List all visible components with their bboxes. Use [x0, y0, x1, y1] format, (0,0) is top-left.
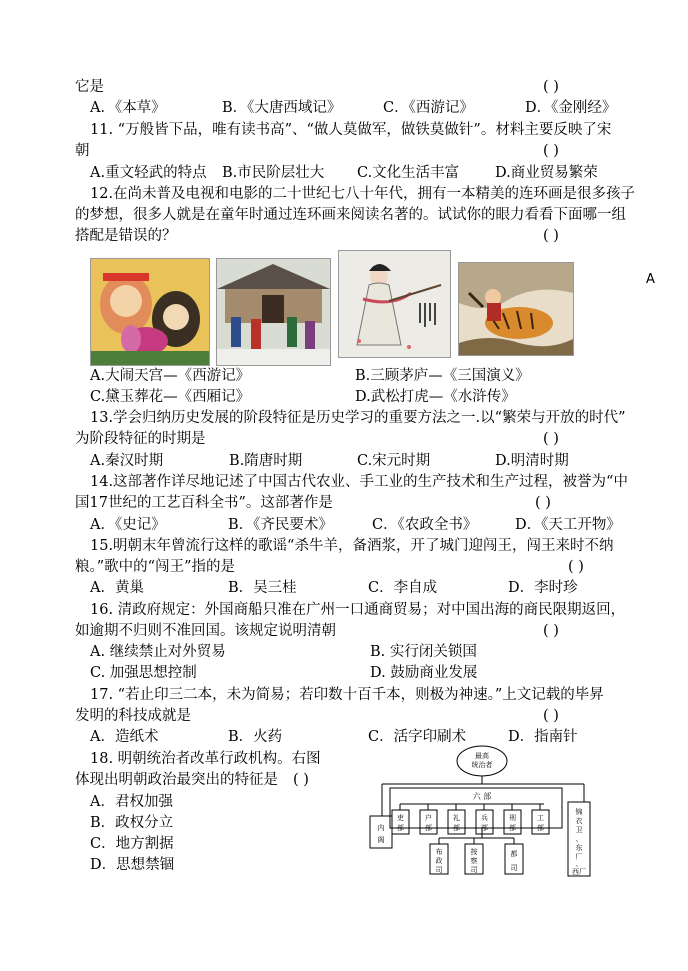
q16-stem-line1: 16. 清政府规定：外国商船只准在广州一口通商贸易；对中国出海的商民限期返回， — [90, 602, 626, 618]
chart-jyw-4: 、 — [575, 835, 583, 843]
chart-bzs-2: 政 — [435, 857, 443, 865]
chart-bzs-3: 司 — [435, 866, 443, 874]
chart-min-1a: 户 — [425, 814, 432, 822]
chart-acs-2: 察 — [470, 857, 478, 865]
q12-answer-paren: ( ) — [543, 228, 559, 244]
q18-stem-line1: 18. 明朝统治者改革行政机构。右图 — [90, 751, 321, 767]
q10-option-d: D．《金刚经》 — [525, 100, 617, 116]
daiyu-flowers-image — [338, 250, 451, 358]
chart-ds-1: 都 — [510, 850, 518, 858]
q11-option-b: B.市民阶层壮大 — [222, 165, 325, 181]
q12-option-a: A.大闹天宫—《西游记》 — [90, 368, 251, 384]
q16-option-a: A. 继续禁止对外贸易 — [90, 644, 226, 660]
chart-bzs-1: 布 — [435, 848, 443, 856]
chart-min-0a: 吏 — [397, 814, 404, 822]
chart-jyw-7: 、 — [575, 860, 583, 868]
q10-option-b: B．《大唐西域记》 — [222, 100, 342, 116]
q18-option-a: A．君权加强 — [90, 794, 173, 810]
q13-option-d: D.明清时期 — [495, 453, 569, 469]
chart-min-5a: 工 — [537, 814, 544, 822]
q16-answer-paren: ( ) — [543, 623, 559, 639]
three-visits-image — [216, 258, 331, 366]
q11-option-a: A.重文轻武的特点 — [90, 165, 207, 181]
q13-stem-line2: 为阶段特征的时期是 — [75, 431, 206, 447]
q10-answer-paren: ( ) — [543, 79, 559, 95]
chart-top-line2: 统治者 — [471, 761, 493, 769]
chart-jyw-6: 厂 — [575, 853, 583, 861]
q11-answer-paren: ( ) — [543, 143, 559, 159]
q14-stem-line2: 国17世纪的工艺百科全书”。这部著作是 — [75, 495, 333, 511]
q12-option-d: D.武松打虎—《水浒传》 — [355, 389, 516, 405]
q13-option-a: A.秦汉时期 — [90, 453, 164, 469]
q17-option-b: B．火药 — [228, 729, 283, 745]
q12-stem-line2: 的梦想，很多人就是在童年时通过连环画来阅读名著的。试试你的眼力看看下面哪一组 — [75, 207, 626, 223]
chart-six-label: 六 部 — [472, 792, 492, 801]
q15-option-c: C．李自成 — [368, 580, 438, 596]
chart-min-3a: 兵 — [481, 814, 488, 822]
q14-option-b: B．《齐民要术》 — [228, 517, 333, 533]
q18-option-b: B．政权分立 — [90, 815, 174, 831]
chart-min-5b: 部 — [537, 824, 544, 832]
q16-option-b: B. 实行闭关锁国 — [370, 644, 477, 660]
q14-answer-paren: ( ) — [535, 495, 551, 511]
q17-option-d: D．指南针 — [508, 729, 578, 745]
q10-option-a: A．《本草》 — [90, 100, 166, 116]
q14-option-c: C．《农政全书》 — [372, 517, 478, 533]
q17-stem-line2: 发明的科技成就是 — [75, 708, 191, 724]
q11-option-d: D.商业贸易繁荣 — [495, 165, 598, 181]
q17-stem-line1: 17. “若止印三二本，未为简易；若印数十百千本，则极为神速。”上文记载的毕昇 — [90, 687, 604, 703]
q18-option-c: C．地方割据 — [90, 836, 174, 852]
q15-stem-line1: 15.明朝末年曾流行这样的歌谣“杀牛羊，备酒浆，开了城门迎闯王，闯王来时不纳 — [90, 538, 614, 554]
q13-answer-paren: ( ) — [543, 431, 559, 447]
chart-neige-b: 阁 — [377, 836, 385, 844]
q13-option-c: C.宋元时期 — [357, 453, 431, 469]
q17-option-a: A．造纸术 — [90, 729, 159, 745]
q16-option-d: D. 鼓励商业发展 — [370, 665, 478, 681]
chart-jyw-5: 东 — [575, 844, 583, 852]
q14-option-a: A．《史记》 — [90, 517, 166, 533]
q15-option-a: A．黄巢 — [90, 580, 144, 596]
q15-stem-line2: 粮。”歌中的“闯王”指的是 — [75, 559, 235, 575]
q10-stem-tail: 它是 — [75, 79, 104, 95]
q16-stem-line2: 如逾期不归则不准回国。该规定说明清朝 — [75, 623, 336, 639]
q15-option-d: D．李时珍 — [508, 580, 578, 596]
chart-ds-2: 司 — [510, 864, 518, 872]
q11-option-c: C.文化生活丰富 — [357, 165, 460, 181]
q18-answer-paren: ( ) — [293, 772, 309, 788]
chart-jyw-8: 西厂 — [572, 868, 586, 876]
chart-jyw-1: 锦 — [575, 808, 583, 816]
q13-stem-line1: 13.学会归纳历史发展的阶段特征是历史学习的重要方法之一.以“繁荣与开放的时代” — [90, 410, 626, 426]
chart-min-2b: 部 — [453, 824, 460, 832]
q14-option-d: D．《天工开物》 — [515, 517, 621, 533]
chart-jyw-2: 衣 — [575, 817, 583, 825]
q18-option-d: D．思想禁锢 — [90, 857, 175, 873]
chart-min-2a: 礼 — [453, 814, 460, 822]
chart-acs-1: 按 — [470, 848, 478, 856]
q12-stem-line3: 搭配是错误的？ — [75, 228, 177, 244]
q13-option-b: B.隋唐时期 — [229, 453, 303, 469]
chart-top-line1: 最高 — [475, 752, 489, 760]
q12-option-c: C.黛玉葬花—《西厢记》 — [90, 389, 251, 405]
q17-option-c: C．活字印刷术 — [368, 729, 467, 745]
q10-option-c: C．《西游记》 — [383, 100, 474, 116]
q15-option-b: B．吴三桂 — [228, 580, 297, 596]
q12-stem-line1: 12.在尚未普及电视和电影的二十世纪七八十年代，拥有一本精美的连环画是很多孩子 — [90, 186, 636, 202]
chart-min-4b: 部 — [509, 824, 516, 832]
chart-min-4a: 刑 — [509, 814, 516, 822]
chart-acs-3: 司 — [470, 866, 478, 874]
q11-stem-line2: 朝 — [75, 143, 90, 159]
chart-min-3b: 部 — [481, 824, 488, 832]
ming-org-chart — [362, 744, 602, 878]
wusong-tiger-image — [458, 262, 574, 356]
monkey-king-image — [90, 258, 210, 366]
chart-min-0b: 部 — [397, 824, 404, 832]
q15-answer-paren: ( ) — [568, 559, 584, 575]
q14-stem-line1: 14.这部著作详尽地记述了中国古代农业、手工业的生产技术和生产过程，被誉为“中 — [90, 474, 628, 490]
q11-stem-line1: 11. “万般皆下品，唯有读书高”、“做人莫做军，做铁莫做针”。材料主要反映了宋 — [90, 122, 612, 138]
chart-neige-a: 内 — [377, 824, 385, 832]
q12-option-b: B.三顾茅庐—《三国演义》 — [355, 368, 530, 384]
margin-mark: A — [646, 272, 655, 287]
q18-stem-line2: 体现出明朝政治最突出的特征是 — [75, 772, 278, 788]
q17-answer-paren: ( ) — [543, 708, 559, 724]
chart-min-1b: 部 — [425, 824, 432, 832]
q16-option-c: C. 加强思想控制 — [90, 665, 197, 681]
chart-jyw-3: 卫 — [575, 826, 583, 834]
